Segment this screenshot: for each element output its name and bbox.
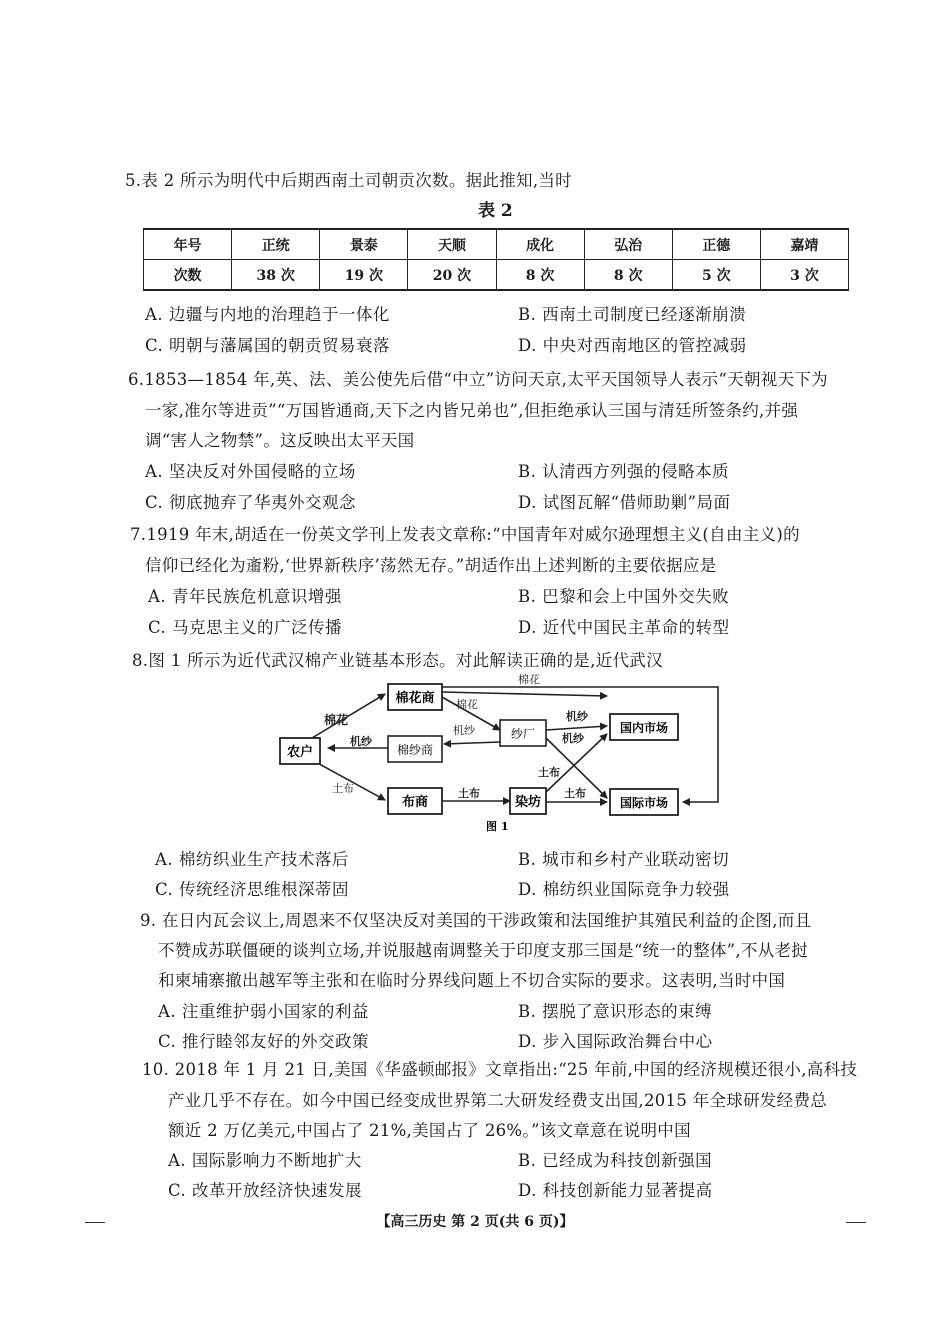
edge-label-yarn: 机纱 <box>453 724 475 737</box>
table-cell: 次数 <box>144 260 232 291</box>
q10-stem-line-3: 额近 2 万亿美元,中国占了 21%,美国占了 26%。”该文章意在说明中国 <box>168 1121 691 1140</box>
q9-option-c: C. 推行睦邻友好的外交政策 <box>158 1032 370 1051</box>
q9-stem-line-2: 不赞成苏联僵硬的谈判立场,并说服越南调整关于印度支那三国是“统一的整体”,不从老挝 <box>158 941 809 960</box>
q9-option-a: A. 注重维护弱小国家的利益 <box>158 1002 369 1021</box>
edge-label-yarn: 机纱 <box>566 710 588 723</box>
edge-label-yarn: 机纱 <box>350 735 372 748</box>
q10-stem-line-1: 10. 2018 年 1 月 21 日,美国《华盛顿邮报》文章指出:“25 年前,中国的经济规模还很小,高科技 <box>142 1060 858 1079</box>
edge-label-cloth: 土布 <box>538 766 560 779</box>
node-farmer <box>280 738 320 764</box>
q5-option-b: B. 西南土司制度已经逐渐崩溃 <box>518 305 747 324</box>
table-row <box>144 260 849 291</box>
table-cell: 正统 <box>232 229 320 260</box>
table-cell: 20 次 <box>408 260 496 291</box>
q8-option-d: D. 棉纺织业国际竞争力较强 <box>518 880 730 899</box>
table-cell: 成化 <box>496 229 584 260</box>
q7-option-d: D. 近代中国民主革命的转型 <box>518 618 730 637</box>
q9-stem-line-1: 9. 在日内瓦会议上,周恩来不仅坚决反对美国的干涉政策和法国维护其殖民利益的企图,而且 <box>140 911 812 930</box>
svg-text:国内市场: 国内市场 <box>619 721 669 735</box>
q7-option-c: C. 马克思主义的广泛传播 <box>148 618 343 637</box>
table-cell: 3 次 <box>760 260 848 291</box>
margin-mark-left <box>85 1222 105 1223</box>
margin-mark-right <box>846 1222 866 1223</box>
q10-option-a: A. 国际影响力不断地扩大 <box>168 1151 362 1170</box>
table-cell: 19 次 <box>320 260 408 291</box>
q8-option-b: B. 城市和乡村产业联动密切 <box>518 850 730 869</box>
q6-stem-line-1: 6.1853—1854 年,英、法、美公使先后借“中立”访问天京,太平天国领导人表示“天朝视天下为 <box>128 370 828 389</box>
edge-label-cotton: 棉花 <box>456 698 478 711</box>
edge-label-cloth: 土布 <box>332 782 354 795</box>
q5-option-d: D. 中央对西南地区的管控减弱 <box>518 336 747 355</box>
q10-stem-line-2: 产业几乎不存在。如今中国已经变成世界第二大研发经费支出国,2015 年全球研发经费总 <box>168 1091 828 1110</box>
svg-text:布商: 布商 <box>401 795 429 810</box>
page-footer: 【高三历史 第 2 页(共 6 页)】 <box>376 1214 574 1230</box>
edge-label-cotton: 棉花 <box>518 673 540 686</box>
table-cell: 5 次 <box>672 260 760 291</box>
edge-label-cotton: 棉花 <box>324 713 349 727</box>
svg-text:国际市场: 国际市场 <box>619 796 669 810</box>
table-cell: 正德 <box>672 229 760 260</box>
table-cell: 嘉靖 <box>760 229 848 260</box>
q9-option-d: D. 步入国际政治舞台中心 <box>518 1032 713 1051</box>
q7-stem-line-1: 7.1919 年末,胡适在一份英文学刊上发表文章称:“中国青年对威尔逊理想主义(自由主义)的 <box>130 525 800 544</box>
reign-tribute-table <box>143 228 849 291</box>
q6-stem-line-3: 调“害人之物禁”。这反映出太平天国 <box>145 431 415 450</box>
q7-option-a: A. 青年民族危机意识增强 <box>148 587 342 606</box>
q8-option-a: A. 棉纺织业生产技术落后 <box>155 850 349 869</box>
svg-text:染坊: 染坊 <box>514 795 542 810</box>
q6-option-c: C. 彻底抛弃了华夷外交观念 <box>145 493 357 512</box>
q10-option-d: D. 科技创新能力显著提高 <box>518 1181 713 1200</box>
table-cell: 8 次 <box>496 260 584 291</box>
q10-option-b: B. 已经成为科技创新强国 <box>518 1151 713 1170</box>
node-international-market <box>610 789 678 815</box>
q9-option-b: B. 摆脱了意识形态的束缚 <box>518 1002 713 1021</box>
table-cell: 天顺 <box>408 229 496 260</box>
q8-stem: 8.图 1 所示为近代武汉棉产业链基本形态。对此解读正确的是,近代武汉 <box>132 651 663 670</box>
node-dyehouse <box>510 788 546 814</box>
q5-option-a: A. 边疆与内地的治理趋于一体化 <box>145 305 390 324</box>
q7-option-b: B. 巴黎和会上中国外交失败 <box>518 587 730 606</box>
table-cell: 8 次 <box>584 260 672 291</box>
q7-stem-line-2: 信仰已经化为齑粉,‘世界新秩序’荡然无存。”胡适作出上述判断的主要依据应是 <box>145 556 717 575</box>
q6-stem-line-2: 一家,准尔等进贡”“万国皆通商,天下之内皆兄弟也”,但拒绝承认三国与清廷所签条约,并强 <box>145 401 799 420</box>
table-cell: 年号 <box>144 229 232 260</box>
q6-option-d: D. 试图瓦解“借师助剿”局面 <box>518 493 731 512</box>
figure-caption: 图 1 <box>486 820 509 833</box>
edge-label-cloth: 土布 <box>458 787 480 800</box>
q5-option-c: C. 明朝与藩属国的朝贡贸易衰落 <box>145 336 391 355</box>
q8-option-c: C. 传统经济思维根深蒂固 <box>155 880 350 899</box>
q5-stem: 5.表 2 所示为明代中后期西南土司朝贡次数。据此推知,当时 <box>125 171 572 190</box>
node-yarn-merchant <box>388 736 442 762</box>
table-cell: 景泰 <box>320 229 408 260</box>
table-header-row <box>144 229 849 260</box>
node-mill <box>500 720 546 746</box>
q9-stem-line-3: 和柬埔寨撤出越军等主张和在临时分界线问题上不切合实际的要求。这表明,当时中国 <box>158 971 786 990</box>
node-cotton-merchant <box>388 684 442 710</box>
q6-option-a: A. 坚决反对外国侵略的立场 <box>145 462 356 481</box>
table-cell: 弘治 <box>584 229 672 260</box>
table-title: 表 2 <box>478 201 513 221</box>
svg-text:棉花商: 棉花商 <box>395 691 435 706</box>
table-cell: 38 次 <box>232 260 320 291</box>
svg-text:棉纱商: 棉纱商 <box>396 743 434 757</box>
node-domestic-market <box>610 714 678 740</box>
svg-text:纱厂: 纱厂 <box>510 727 536 741</box>
q6-option-b: B. 认清西方列强的侵略本质 <box>518 462 730 481</box>
q10-option-c: C. 改革开放经济快速发展 <box>168 1181 363 1200</box>
edge-label-cloth: 土布 <box>564 787 586 800</box>
svg-text:农户: 农户 <box>286 745 314 760</box>
cotton-industry-chain-diagram <box>270 672 730 842</box>
node-cloth-merchant <box>388 788 442 814</box>
edge-label-yarn: 机纱 <box>562 732 584 745</box>
